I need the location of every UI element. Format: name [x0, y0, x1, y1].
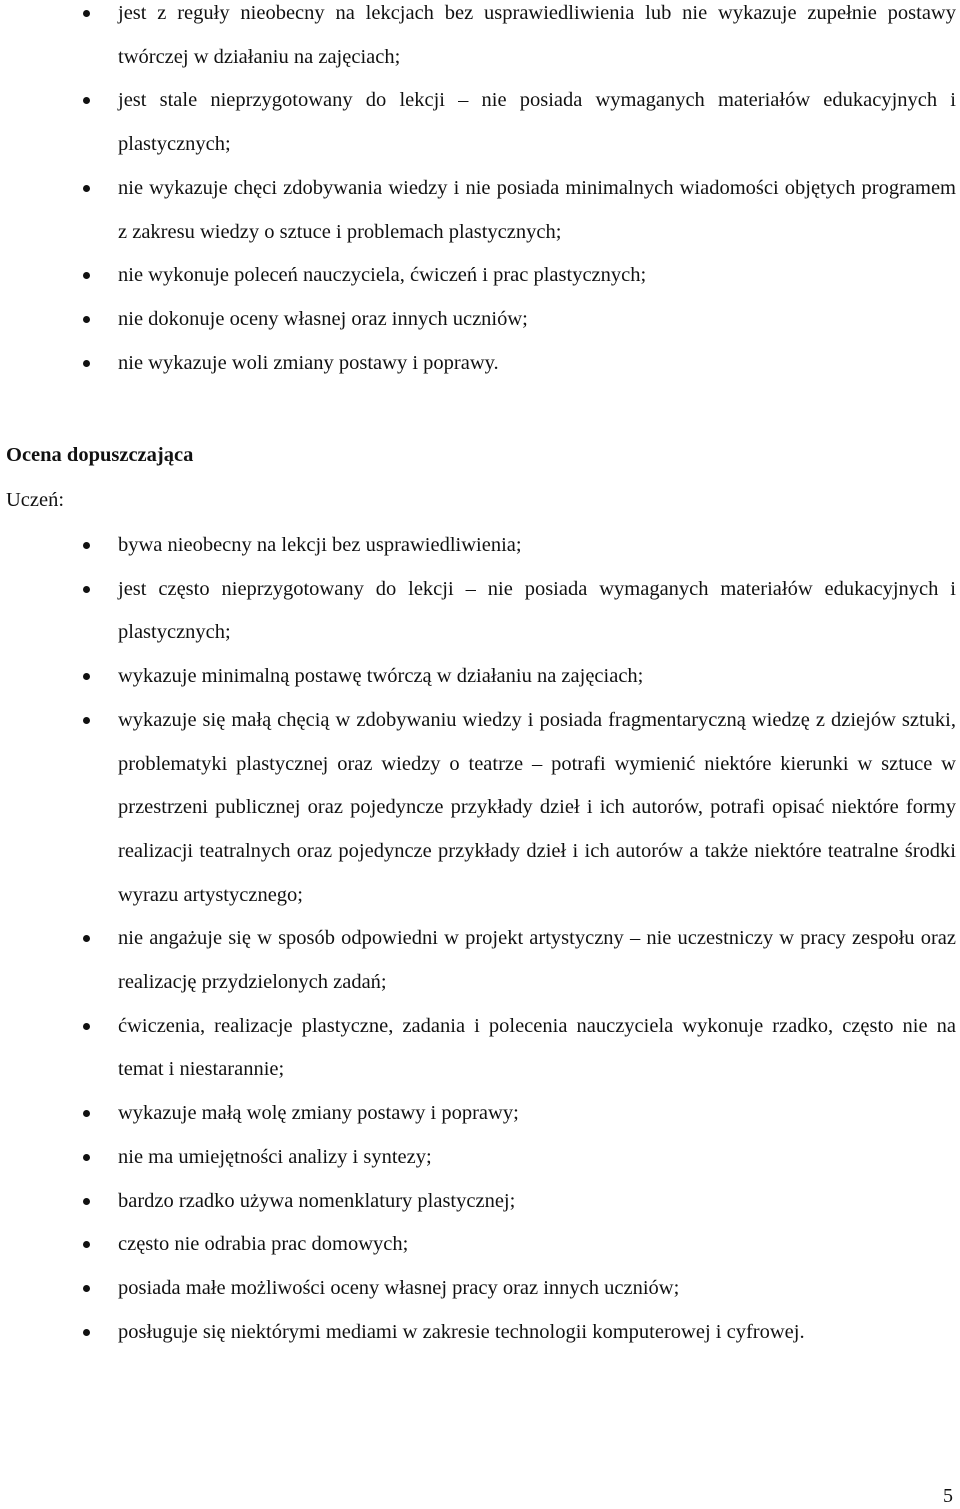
- list-item-text: wykazuje minimalną postawę twórczą w działaniu na zajęciach;: [118, 665, 644, 688]
- list-item-text: wykazuje się małą chęcią w zdobywaniu wiedzy i posiada fragmentaryczną wiedzę z dziejów sztuki, problematyki plastycznej oraz wiedzy o teatrze – potrafi wymienić niektóre kierunki w sztuce w przestrzeni publicznej oraz pojedyncze przykłady dzieł i ich autorów, potrafi opisać niektóre formy realizacji teatralnych oraz pojedyncze przykłady dzieł i ich autorów a także niektóre teatralne środki wyrazu artystycznego;: [118, 708, 956, 906]
- list-item: [0, 1005, 960, 1092]
- list-item-text: posługuje się niektórymi mediami w zakresie technologii komputerowej i cyfrowej.: [118, 1320, 805, 1343]
- list-item-text: nie ma umiejętności analizy i syntezy;: [118, 1145, 432, 1168]
- bullet-icon: [83, 1198, 90, 1205]
- list-item-text: posiada małe możliwości oceny własnej pracy oraz innych uczniów;: [118, 1276, 680, 1299]
- list-item-text: bywa nieobecny na lekcji bez usprawiedliwienia;: [118, 534, 522, 556]
- bullet-icon: [83, 1154, 90, 1161]
- bullet-icon: [83, 1110, 90, 1117]
- list-item: [0, 1180, 960, 1224]
- section-subject-label: Uczeń:: [6, 489, 65, 511]
- list-item-text: nie wykonuje poleceń nauczyciela, ćwiczeń i prac plastycznych;: [118, 264, 647, 287]
- list-item: [0, 568, 960, 655]
- list-item-text: ćwiczenia, realizacje plastyczne, zadania i polecenia nauczyciela wykonuje rzadko, często nie na temat i niestarannie;: [118, 1014, 956, 1081]
- bullet-icon: [83, 316, 90, 323]
- list-item: [0, 1223, 960, 1267]
- requirements-list-top: [0, 0, 960, 385]
- list-item-text: wykazuje małą wolę zmiany postawy i poprawy;: [118, 1102, 519, 1125]
- bullet-icon: [83, 1241, 90, 1248]
- bullet-icon: [83, 586, 90, 593]
- list-item-text: nie angażuje się w sposób odpowiedni w projekt artystyczny – nie uczestniczy w pracy zespołu oraz realizację przydzielonych zadań;: [118, 927, 956, 994]
- bullet-icon: [83, 1329, 90, 1336]
- bullet-icon: [83, 1285, 90, 1292]
- list-item: [0, 524, 960, 568]
- list-item-text: nie wykazuje woli zmiany postawy i poprawy.: [118, 351, 499, 374]
- list-item-text: nie wykazuje chęci zdobywania wiedzy i nie posiada minimalnych wiadomości objętych programem z zakresu wiedzy o sztuce i problemach plastycznych;: [118, 176, 956, 243]
- list-item-text: jest często nieprzygotowany do lekcji – nie posiada wymaganych materiałów edukacyjnych i plastycznych;: [118, 577, 956, 644]
- requirements-list-bottom: [0, 524, 960, 1354]
- list-item-text: jest stale nieprzygotowany do lekcji – nie posiada wymaganych materiałów edukacyjnych i plastycznych;: [118, 89, 956, 156]
- list-item-text: często nie odrabia prac domowych;: [118, 1233, 409, 1256]
- list-item: [0, 917, 960, 1004]
- bullet-icon: [83, 1023, 90, 1030]
- bullet-icon: [83, 542, 90, 549]
- bullet-icon: [83, 717, 90, 724]
- list-item-text: nie dokonuje oceny własnej oraz innych uczniów;: [118, 307, 528, 330]
- list-item: [0, 167, 960, 254]
- bullet-icon: [83, 935, 90, 942]
- list-item: [0, 1092, 960, 1136]
- list-item: [0, 79, 960, 166]
- bullet-icon: [83, 360, 90, 367]
- list-item: [0, 699, 960, 918]
- list-item: [0, 1267, 960, 1311]
- list-item: [0, 298, 960, 342]
- list-item: [0, 655, 960, 699]
- bullet-icon: [83, 673, 90, 680]
- page-number: 5: [943, 1485, 953, 1507]
- list-item: [0, 0, 960, 79]
- list-item: [0, 342, 960, 386]
- bullet-icon: [83, 10, 90, 17]
- list-item: [0, 1136, 960, 1180]
- section-heading: Ocena dopuszczająca: [6, 444, 194, 466]
- bullet-icon: [83, 185, 90, 192]
- list-item: [0, 254, 960, 298]
- list-item: [0, 1311, 960, 1355]
- bullet-icon: [83, 97, 90, 104]
- bullet-icon: [83, 272, 90, 279]
- list-item-text: bardzo rzadko używa nomenklatury plastycznej;: [118, 1189, 516, 1212]
- list-item-text: jest z reguły nieobecny na lekcjach bez usprawiedliwienia lub nie wykazuje zupełnie postawy twórczej w działaniu na zajęciach;: [118, 2, 956, 68]
